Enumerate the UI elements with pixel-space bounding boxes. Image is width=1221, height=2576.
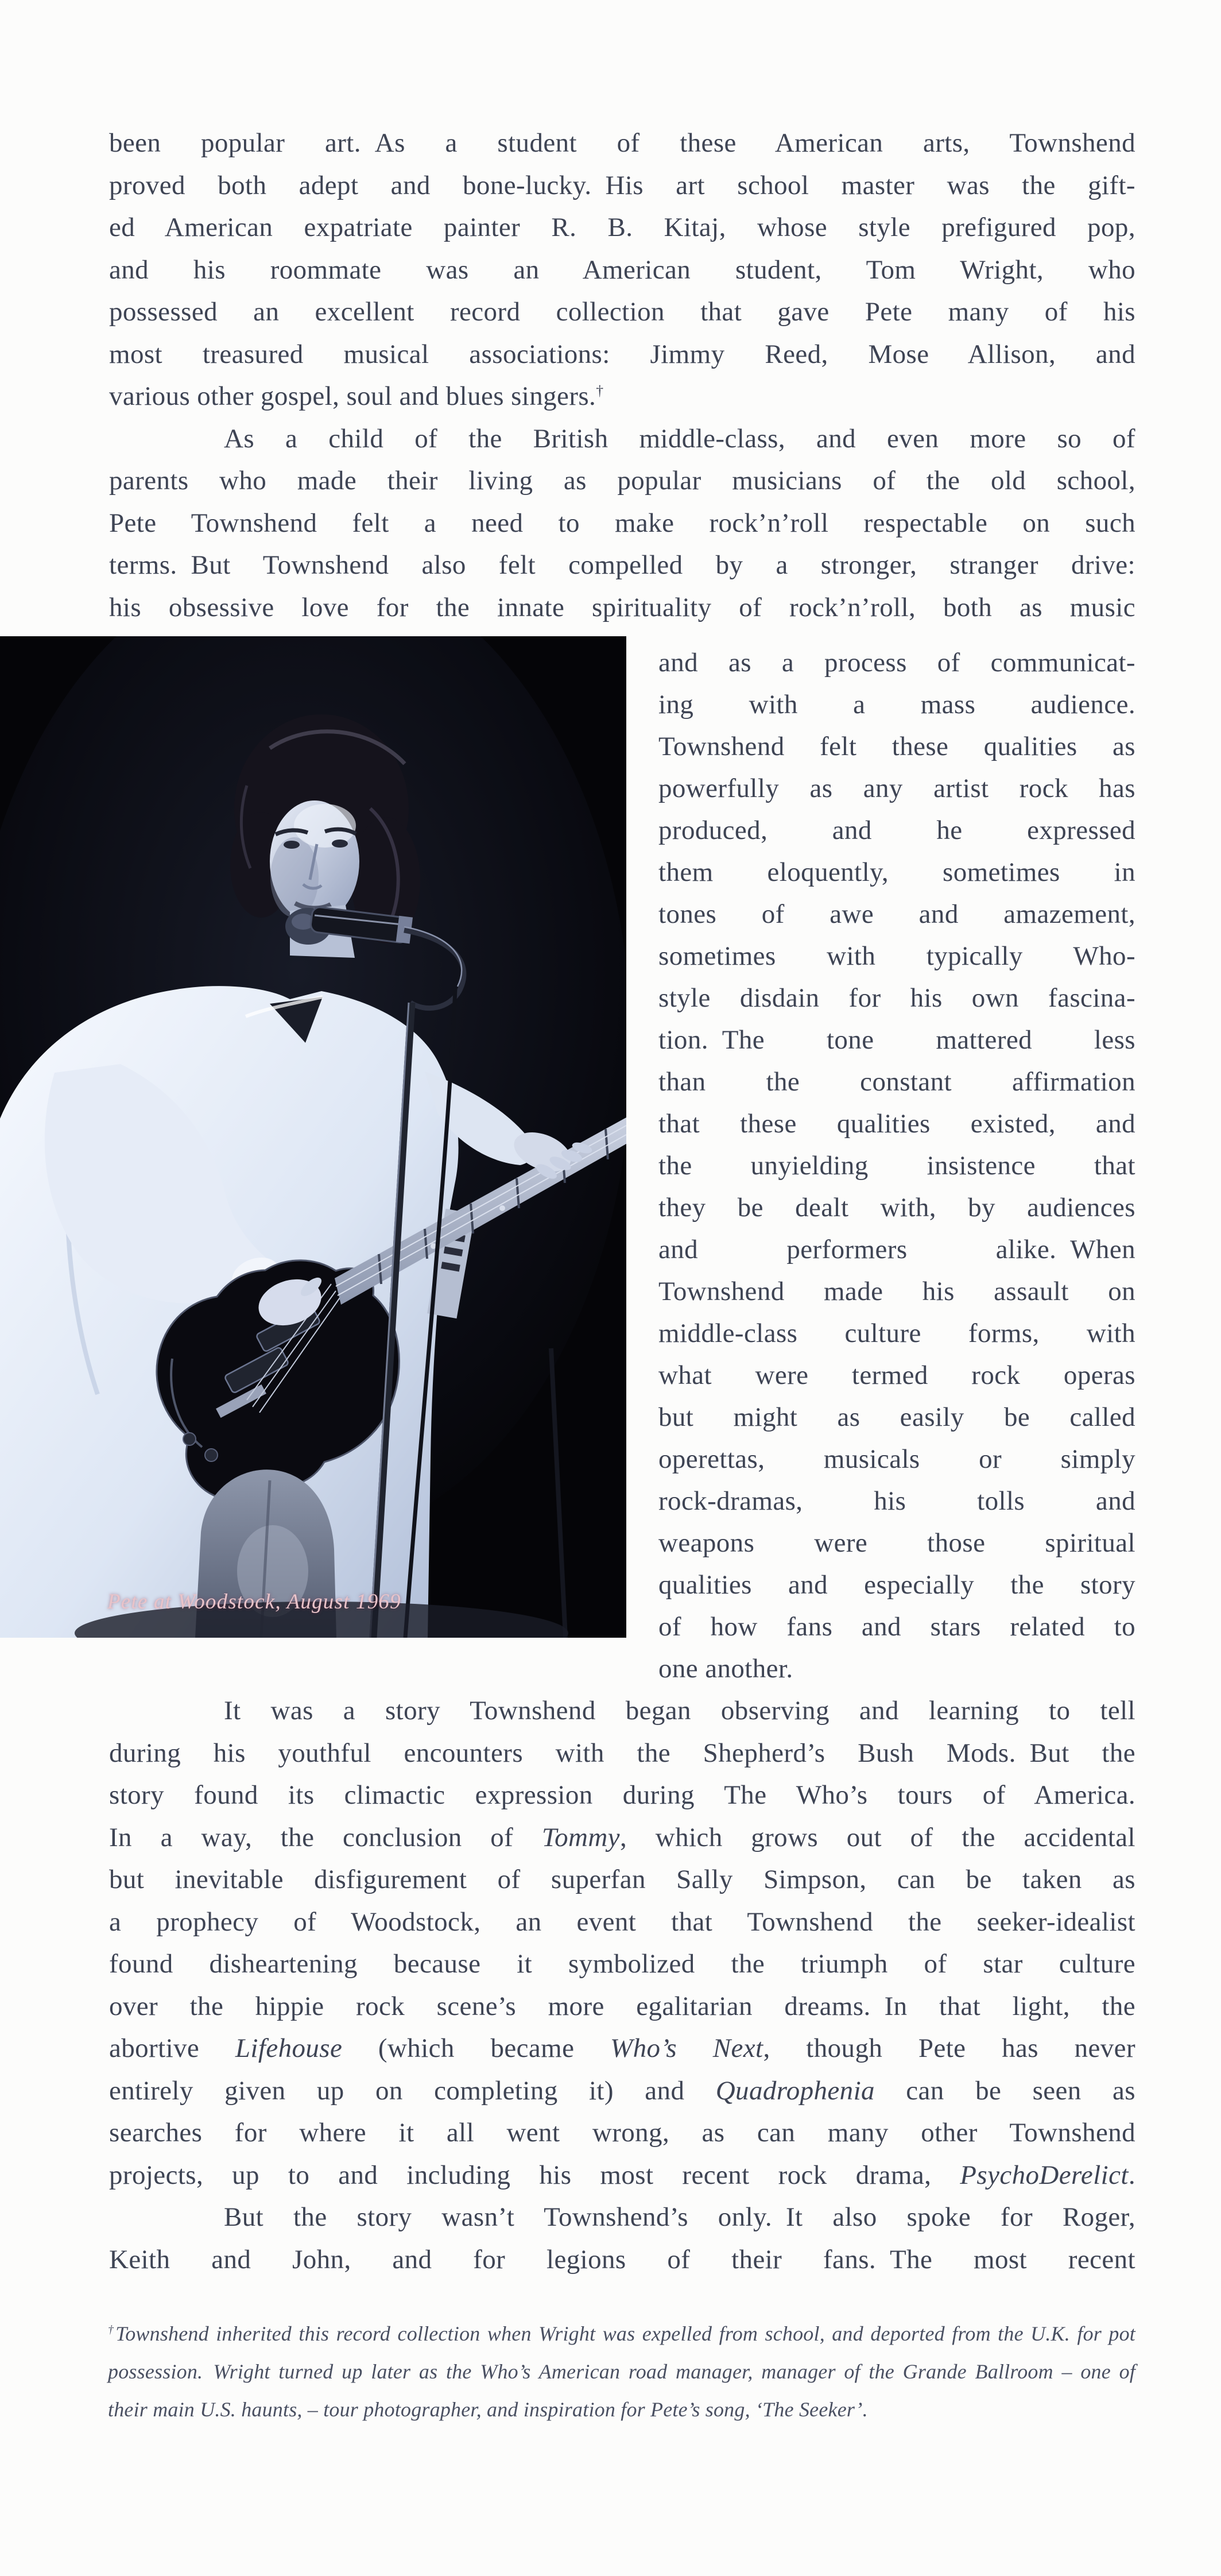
concert-photo xyxy=(0,636,626,1638)
body-line: possessed an excellent record collection that gave Pete many of his xyxy=(109,297,1135,327)
body-line: In a way, the conclusion of Tommy, which grows out of the accidental xyxy=(109,1822,1135,1852)
body-line: his obsessive love for the innate spirituality of rock’n’roll, both as music xyxy=(109,592,1135,622)
column-line: Townshend made his assault on xyxy=(658,1277,1135,1306)
body-line: a prophecy of Woodstock, an event that Townshend the seeker-idealist xyxy=(109,1906,1135,1937)
column-line: of how fans and stars related to xyxy=(658,1612,1135,1642)
body-line: over the hippie rock scene’s more egalitarian dreams. In that light, the xyxy=(109,1991,1135,2021)
body-line: been popular art. As a student of these American arts, Townshend xyxy=(109,128,1135,158)
column-line: style disdain for his own fascina- xyxy=(658,983,1135,1013)
body-line: but inevitable disfigurement of superfan Sally Simpson, can be taken as xyxy=(109,1865,1135,1894)
body-line: proved both adept and bone-lucky. His art school master was the gift- xyxy=(109,170,1135,200)
column-line: produced, and he expressed xyxy=(658,815,1135,845)
column-line: and as a process of communicat- xyxy=(658,648,1135,678)
column-line: ing with a mass audience. xyxy=(658,690,1135,720)
body-line: entirely given up on completing it) and Quadrophenia can be seen as xyxy=(109,2075,1135,2106)
column-line: Townshend felt these qualities as xyxy=(658,732,1135,761)
body-line: Keith and John, and for legions of their fans. The most recent xyxy=(109,2244,1135,2275)
body-line: But the story wasn’t Townshend’s only. It also spoke for Roger, xyxy=(224,2202,1135,2232)
column-line: rock-dramas, his tolls and xyxy=(658,1486,1135,1516)
body-line: It was a story Townshend began observing and learning to tell xyxy=(224,1696,1135,1726)
body-line: As a child of the British middle-class, and even more so of xyxy=(224,423,1135,454)
control-knob xyxy=(183,1433,196,1445)
column-line: tion. The tone mattered less xyxy=(658,1025,1135,1055)
column-line: they be dealt with, by audiences xyxy=(658,1193,1135,1223)
column-line: what were termed rock operas xyxy=(658,1360,1135,1390)
concert-photo-image xyxy=(0,636,626,1638)
body-line: story found its climactic expression during The Who’s tours of America. xyxy=(109,1780,1135,1810)
body-line: searches for where it all went wrong, as can many other Townshend xyxy=(109,2118,1135,2148)
column-line: middle-class culture forms, with xyxy=(658,1318,1135,1348)
column-line: qualities and especially the story xyxy=(658,1570,1135,1600)
footnote-line: possession. Wright turned up later as the Who’s American road manager, manager of the Grande Ballroom – one of xyxy=(108,2360,1135,2383)
column-line: weapons were those spiritual xyxy=(658,1528,1135,1558)
body-line: projects, up to and including his most recent rock drama, PsychoDerelict. xyxy=(109,2160,1135,2190)
column-line: sometimes with typically Who- xyxy=(658,941,1135,971)
footnote-line: their main U.S. haunts, – tour photographer, and inspiration for Pete’s song, ‘The Seeker’. xyxy=(108,2398,868,2421)
column-line: them eloquently, sometimes in xyxy=(658,857,1135,887)
column-line: but might as easily be called xyxy=(658,1402,1135,1432)
footnote-line: †Townshend inherited this record collection when Wright was expelled from school, and deported from the U.K. for pot xyxy=(108,2322,1135,2345)
photo-caption: Pete at Woodstock, August 1969 xyxy=(107,1590,401,1614)
column-line: operettas, musicals or simply xyxy=(658,1444,1135,1474)
column-line: powerfully as any artist rock has xyxy=(658,773,1135,803)
body-line: terms. But Townshend also felt compelled by a stronger, stranger drive: xyxy=(109,550,1135,580)
body-line: various other gospel, soul and blues singers.† xyxy=(109,381,604,411)
body-line: parents who made their living as popular musicians of the old school, xyxy=(109,466,1135,496)
column-line: one another. xyxy=(658,1654,793,1684)
control-knob xyxy=(205,1449,218,1461)
body-line: during his youthful encounters with the Shepherd’s Bush Mods. But the xyxy=(109,1738,1135,1768)
column-line: the unyielding insistence that xyxy=(658,1151,1135,1181)
body-line: Pete Townshend felt a need to make rock’n’roll respectable on such xyxy=(109,508,1135,538)
column-line: that these qualities existed, and xyxy=(658,1109,1135,1139)
body-line: most treasured musical associations: Jimmy Reed, Mose Allison, and xyxy=(109,339,1135,369)
body-line: and his roommate was an American student, Tom Wright, who xyxy=(109,254,1135,285)
column-line: tones of awe and amazement, xyxy=(658,899,1135,929)
body-line: found disheartening because it symbolized the triumph of star culture xyxy=(109,1949,1135,1979)
body-line: ed American expatriate painter R. B. Kitaj, whose style prefigured pop, xyxy=(109,212,1135,242)
body-line: abortive Lifehouse (which became Who’s Next, though Pete has never xyxy=(109,2033,1135,2063)
column-line: than the constant affirmation xyxy=(658,1067,1135,1097)
column-line: and performers alike. When xyxy=(658,1235,1135,1264)
